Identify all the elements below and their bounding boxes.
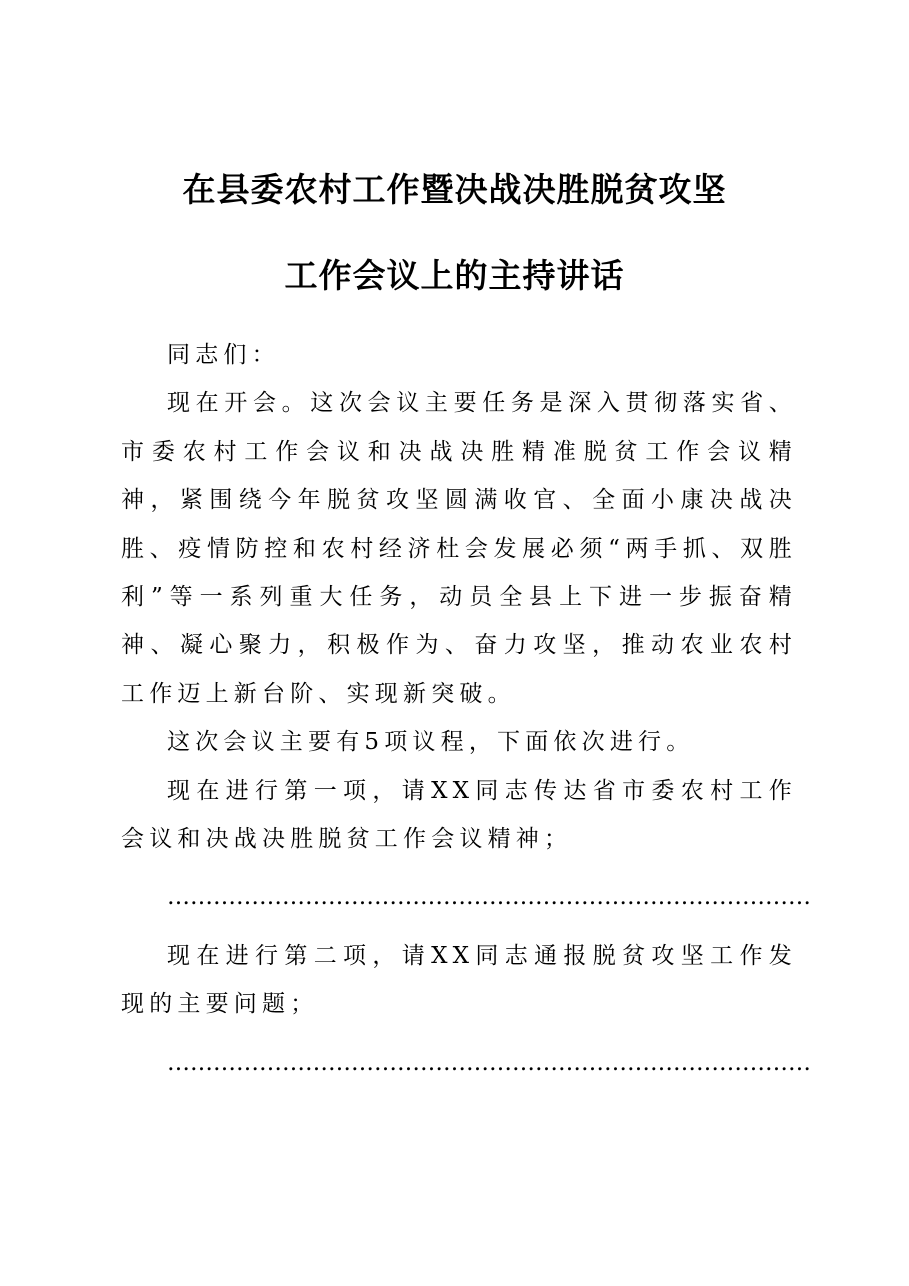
agenda-item-1-paragraph: 现在进行第一项，请XX同志传达省市委农村工作会议和决战决胜脱贫工作会议精神； <box>121 777 797 853</box>
document-body <box>121 331 811 1087</box>
agenda-item-2-paragraph: 现在进行第二项，请XX同志通报脱贫攻坚工作发现的主要问题； <box>121 942 797 1018</box>
ellipsis-line-1: ………………………………………………………………………… <box>167 884 811 911</box>
document-title-line-1: 在县委农村工作暨决战决胜脱贫攻坚 <box>182 170 727 209</box>
salutation: 同志们： <box>167 342 280 368</box>
document-title-line-2: 工作会议上的主持讲话 <box>284 256 625 295</box>
ellipsis-line-2: ………………………………………………………………………… <box>167 1049 811 1076</box>
opening-paragraph: 现在开会。这次会议主要任务是深入贯彻落实省、市委农村工作会议和决战决胜精准脱贫工作会议精神，紧围绕今年脱贫攻坚圆满收官、全面小康决战决胜、疫情防控和农村经济杜会发展必须“两手抓、双胜利”等一系列重大任务，动员全县上下进一步振奋精神、凝心聚力，积极作为、奋力攻坚，推动农业农村工作迈上新台阶、实现新突破。 <box>121 390 797 707</box>
agenda-intro-paragraph: 这次会议主要有5项议程，下面依次进行。 <box>167 729 695 756</box>
